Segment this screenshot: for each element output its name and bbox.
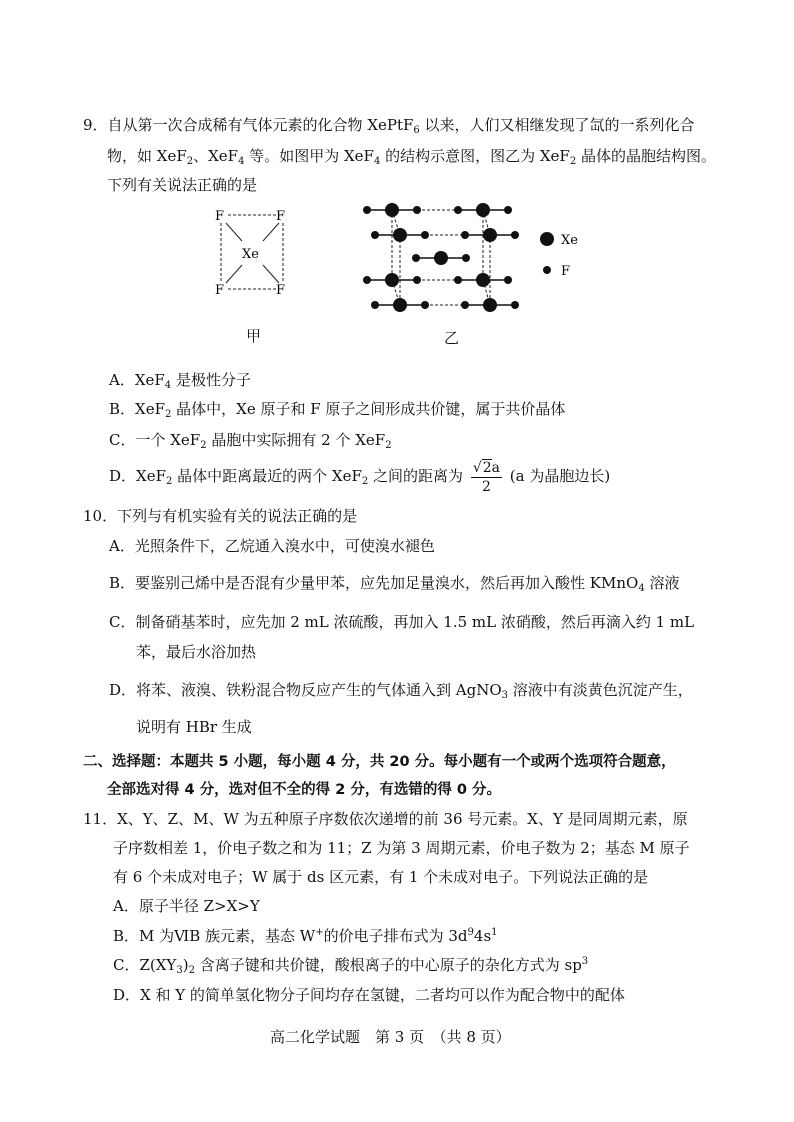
legend-f-marker (543, 266, 551, 274)
xef2-molecule (461, 298, 519, 312)
xef2-molecule-center (412, 251, 470, 265)
q10-option-c-line1: C．制备硝基苯时，应先加 2 mL 浓硫酸，再加入 1.5 mL 浓硝酸，然后再滴入约 1 mL (109, 613, 695, 631)
xef4-structure-diagram (205, 203, 300, 303)
f-atom-label: F (215, 283, 225, 298)
legend-xe-marker (540, 232, 554, 246)
bond-br (263, 265, 279, 283)
q11-line2: 子序数相差 1，价电子数之和为 11；Z 为第 3 周期元素，价电子数为 2；基态 M 原子 (113, 839, 690, 857)
distance-fraction: $\frac{√2a}{2}$ (472, 459, 501, 495)
q10-option-a: A．光照条件下，乙烷通入溴水中，可使溴水褪色 (109, 537, 435, 555)
q10-option-d-line2: 说明有 HBr 生成 (136, 718, 252, 736)
q9-option-b: B．XeF$_2$ 晶体中，Xe 原子和 F 原子之间形成共价键，属于共价晶体 (109, 400, 566, 420)
q9-option-a: A．XeF$_4$ 是极性分子 (109, 371, 251, 391)
q10-option-c-line2: 苯，最后水浴加热 (136, 643, 257, 661)
legend-xe-label: Xe (561, 233, 578, 248)
xef2-molecule (454, 273, 512, 287)
figure-caption-jia: 甲 (246, 327, 262, 345)
bond-tr (263, 223, 279, 241)
q11-option-b: B．M 为ⅥB 族元素，基态 W+的价电子排布式为 $3d^94s^1$ (113, 927, 498, 945)
q9-option-c: C．一个 XeF$_2$ 晶胞中实际拥有 2 个 XeF$_2$ (109, 431, 392, 451)
section2-instructions-line1: 二、选择题：本题共 5 小题，每小题 4 分，共 20 分。每小题有一个或两个选项符合题意， (83, 754, 676, 770)
q10-stem: 10．下列与有机实验有关的说法正确的是 (83, 507, 358, 525)
xef2-molecule (363, 203, 421, 217)
bond-tl (226, 223, 242, 241)
figure-caption-yi: 乙 (444, 329, 460, 347)
bond-bl (226, 265, 242, 283)
legend-f-label: F (561, 264, 571, 279)
xef2-molecule (461, 228, 519, 242)
section2-instructions-line2: 全部选对得 4 分，选对但不全的得 2 分，有选错的得 0 分。 (107, 782, 502, 798)
q11-line1: 11．X、Y、Z、M、W 为五种原子序数依次递增的前 36 号元素。X、Y 是同周期元素，原 (83, 810, 688, 828)
xef2-molecule (371, 228, 429, 242)
q10-option-b: B．要鉴别己烯中是否混有少量甲苯，应先加足量溴水，然后再加入酸性 KMnO$_4$ 溶液 (109, 574, 680, 594)
xef2-molecule (371, 298, 429, 312)
q9-option-d: D．XeF$_2$ 晶体中距离最近的两个 XeF$_2$ 之间的距离为 $\frac{√2a}{2}$ (a 为晶胞边长) (109, 459, 611, 495)
q10-option-d-line1: D．将苯、液溴、铁粉混合物反应产生的气体通入到 AgNO$_3$ 溶液中有淡黄色沉淀产生， (109, 681, 693, 701)
q11-line3: 有 6 个未成对电子；W 属于 ds 区元素，有 1 个未成对电子。下列说法正确的是 (113, 868, 649, 886)
xe-atom-label: Xe (242, 247, 259, 262)
xef2-unit-cell-diagram (355, 195, 595, 320)
q9-line1: 9．自从第一次合成稀有气体元素的化合物 XePtF$_6$ 以来，人们又相继发现了氙的一系列化合 (83, 116, 695, 136)
f-atom-label: F (276, 283, 286, 298)
q9-line3: 下列有关说法正确的是 (107, 176, 258, 194)
xef2-molecule (363, 273, 421, 287)
q11-option-d: D．X 和 Y 的简单氢化物分子间均存在氢键，二者均可以作为配合物中的配体 (113, 986, 625, 1004)
page-footer: 高二化学试题 第 3 页 （共 8 页） (270, 1028, 511, 1046)
q11-option-c: C．$Z(XY_3)_2$ 含离子键和共价键，酸根离子的中心原子的杂化方式为 $sp^3$ (113, 956, 589, 976)
q11-option-a: A．原子半径 Z>X>Y (113, 897, 260, 915)
xef2-molecule (454, 203, 512, 217)
f-atom-label: F (215, 209, 225, 224)
f-atom-label: F (276, 209, 286, 224)
q9-line2: 物，如 XeF$_2$、XeF$_4$ 等。如图甲为 XeF$_4$ 的结构示意图，图乙为 XeF$_2$ 晶体的晶胞结构图。 (107, 147, 717, 167)
